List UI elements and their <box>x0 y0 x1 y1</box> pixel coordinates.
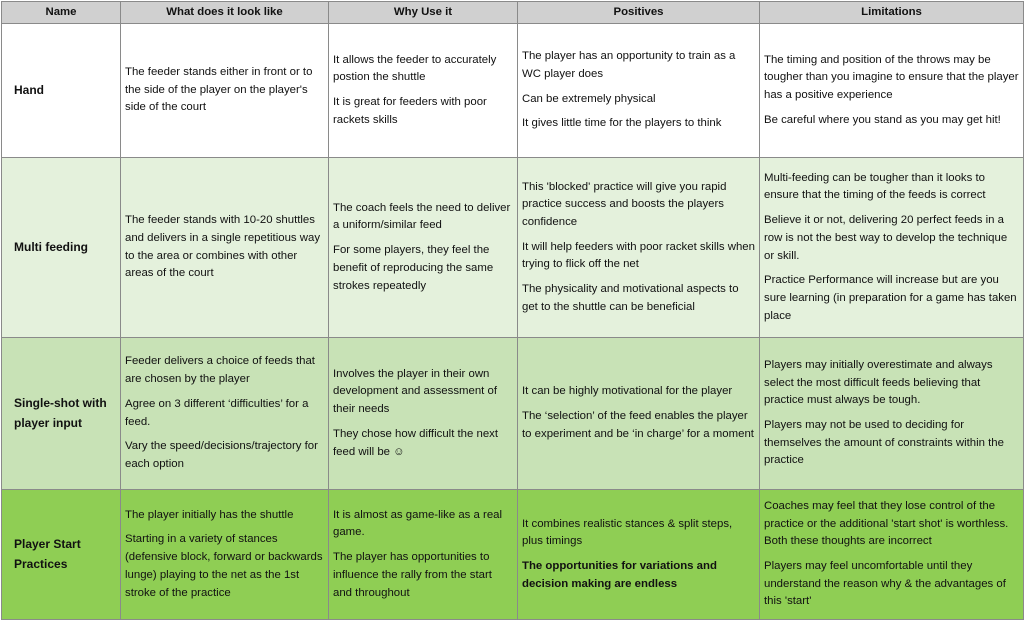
cell-text: It combines realistic stances & split steps, plus timings <box>522 517 733 548</box>
cell-text: Practice Performance will increase but are you sure learning (in preparation for a game has taken place <box>764 274 1017 322</box>
cell-text: Involves the player in their own development and assessment of their needs <box>333 367 497 416</box>
cell-text: It is almost as game-like as a real game. <box>333 508 503 539</box>
cell-text: Starting in a variety of stances (defensive block, forward or backwards lunge) playing to the net as the 1st stroke of the practice <box>125 533 323 599</box>
cell-text: Can be extremely physical <box>522 92 656 105</box>
cell-text: It gives little time for the players to think <box>522 117 722 130</box>
header-why: Why Use it <box>329 2 518 24</box>
limitations-cell <box>760 24 1024 158</box>
cell-text: Coaches may feel that they lose control of the practice or the additional 'start shot' is worthless. Both these thoughts are incorrect <box>764 499 1009 548</box>
method-name: Single-shot with player input <box>2 338 121 490</box>
limitations-cell <box>760 338 1024 490</box>
method-name: Hand <box>2 24 121 158</box>
cell-text: The feeder stands either in front or to the side of the player on the player's side of the court <box>125 65 313 114</box>
positives-cell <box>518 24 760 158</box>
comparison-table <box>1 1 1024 620</box>
why-cell <box>329 490 518 620</box>
table-row <box>2 338 1024 490</box>
positives-cell <box>518 338 760 490</box>
table-row <box>2 24 1024 158</box>
cell-text: Players may not be used to deciding for themselves the amount of constraints within the practice <box>764 419 1004 467</box>
positives-cell <box>518 490 760 620</box>
header-limitations: Limitations <box>760 2 1024 24</box>
cell-text: It can be highly motivational for the player <box>522 385 733 398</box>
cell-text: They chose how difficult the next feed will be ☺ <box>333 427 499 458</box>
cell-text: The player has an opportunity to train as a WC player does <box>522 50 736 80</box>
limitations-cell <box>760 158 1024 338</box>
cell-text: The player has opportunities to influence the rally from the start and throughout <box>333 551 492 599</box>
cell-text: The coach feels the need to deliver a uniform/similar feed <box>333 201 511 232</box>
cell-text: This 'blocked' practice will give you rapid practice success and boosts the players confidence <box>522 180 727 228</box>
cell-text: Be careful where you stand as you may get hit! <box>764 113 1001 126</box>
cell-text: Feeder delivers a choice of feeds that are chosen by the player <box>125 355 315 386</box>
positives-cell <box>518 158 760 338</box>
header-row <box>2 2 1024 24</box>
cell-text: The feeder stands with 10-20 shuttles and delivers in a single repetitious way to the area or combines with other areas of the court <box>125 214 321 280</box>
cell-text: The ‘selection’ of the feed enables the player to experiment and be ‘in charge’ for a moment <box>522 410 754 440</box>
why-cell <box>329 338 518 490</box>
cell-text: It allows the feeder to accurately postion the shuttle <box>333 53 497 84</box>
limitations-cell <box>760 490 1024 620</box>
cell-text: The physicality and motivational aspects to get to the shuttle can be beneficial <box>522 283 739 313</box>
why-cell <box>329 24 518 158</box>
cell-text-bold: The opportunities for variations and decision making are endless <box>522 560 717 590</box>
header-positives: Positives <box>518 2 760 24</box>
look-cell <box>121 490 329 620</box>
cell-text: The player initially has the shuttle <box>125 508 294 521</box>
cell-text: Multi-feeding can be tougher than it looks to ensure that the timing of the feeds is correct <box>764 171 986 202</box>
cell-text: For some players, they feel the benefit of reproducing the same strokes repeatedly <box>333 244 494 292</box>
table-row <box>2 490 1024 620</box>
cell-text: Believe it or not, delivering 20 perfect feeds in a row is not the best way to develop the technique or skill. <box>764 214 1008 262</box>
look-cell <box>121 158 329 338</box>
cell-text: The timing and position of the throws may be tougher than you imagine to ensure that the player has a positive experience <box>764 53 1019 101</box>
cell-text: Players may feel uncomfortable until they understand the reason why & the advantages of this 'start' <box>764 560 1006 608</box>
look-cell <box>121 338 329 490</box>
why-cell <box>329 158 518 338</box>
look-cell <box>121 24 329 158</box>
header-name: Name <box>2 2 121 24</box>
cell-text: Agree on 3 different ‘difficulties’ for a feed. <box>125 397 309 428</box>
method-name: Multi feeding <box>2 158 121 338</box>
cell-text: Players may initially overestimate and always select the most difficult feeds believing that practice must always be tough. <box>764 358 993 407</box>
table-row <box>2 158 1024 338</box>
cell-text: It will help feeders with poor racket skills when trying to flick off the net <box>522 240 755 271</box>
cell-text: Vary the speed/decisions/trajectory for each option <box>125 440 318 470</box>
method-name: Player Start Practices <box>2 490 121 620</box>
header-look: What does it look like <box>121 2 329 24</box>
cell-text: It is great for feeders with poor rackets skills <box>333 96 487 126</box>
